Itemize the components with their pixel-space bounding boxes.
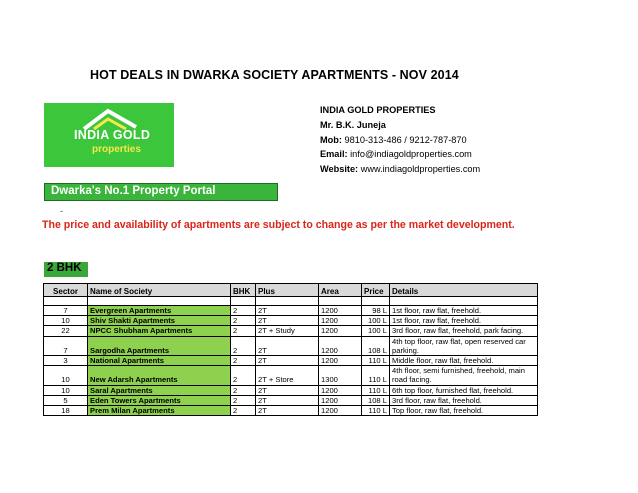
header-area: Area [319, 284, 362, 297]
stray-dash: - [60, 206, 63, 216]
table-header-row [44, 284, 538, 297]
header-society: Name of Society [88, 284, 231, 297]
cell-society: Sargodha Apartments [88, 336, 231, 355]
table-row [44, 306, 538, 316]
table-row [44, 385, 538, 395]
cell-bhk: 2 [231, 326, 256, 336]
cell-area: 1300 [319, 366, 362, 385]
header-details: Details [390, 284, 538, 297]
portal-banner [44, 183, 278, 201]
cell-bhk: 2 [231, 406, 256, 416]
cell-plus: 2T [256, 356, 319, 366]
cell-details: 4th floor, semi furnished, freehold, main road facing. [390, 366, 538, 385]
table-row [44, 316, 538, 326]
table-row [44, 336, 538, 355]
website-url: www.indiagoldproperties.com [360, 164, 481, 175]
cell-plus: 2T [256, 395, 319, 405]
cell-price: 110 L [362, 356, 390, 366]
cell-sector: 18 [44, 406, 88, 416]
cell-society: NPCC Shubham Apartments [88, 326, 231, 336]
header-sector: Sector [44, 284, 88, 297]
cell-price: 108 L [362, 395, 390, 405]
cell-sector: 7 [44, 306, 88, 316]
table-row [44, 356, 538, 366]
email-label: Email: [320, 149, 348, 160]
cell-sector: 10 [44, 316, 88, 326]
table-row [44, 366, 538, 385]
mob-number: 9810-313-486 / 9212-787-870 [344, 134, 467, 145]
cell-plus: 2T + Store [256, 366, 319, 385]
cell-area: 1200 [319, 385, 362, 395]
cell-details: Top floor, raw flat, freehold. [390, 406, 538, 416]
cell-details: 6th top floor, furnished flat, freehold. [390, 385, 538, 395]
cell-plus: 2T [256, 406, 319, 416]
cell-details: 3rd floor, raw flat, freehold, park facing. [390, 326, 538, 336]
cell-area: 1200 [319, 356, 362, 366]
cell-details: 1st floor, raw flat, freehold. [390, 316, 538, 326]
cell-society: Prem Milan Apartments [88, 406, 231, 416]
table-row [44, 326, 538, 336]
header-price: Price [362, 284, 390, 297]
cell-price: 110 L [362, 406, 390, 416]
cell-sector: 10 [44, 366, 88, 385]
cell-society: Eden Towers Apartments [88, 395, 231, 405]
cell-sector: 10 [44, 385, 88, 395]
contact-person: Mr. B.K. Juneja [320, 119, 386, 130]
portal-banner-text: Dwarka's No.1 Property Portal [51, 185, 216, 197]
cell-plus: 2T [256, 336, 319, 355]
cell-area: 1200 [319, 336, 362, 355]
cell-price: 100 L [362, 326, 390, 336]
cell-area: 1200 [319, 395, 362, 405]
cell-bhk: 2 [231, 306, 256, 316]
cell-bhk: 2 [231, 395, 256, 405]
cell-bhk: 2 [231, 316, 256, 326]
header-plus: Plus [256, 284, 319, 297]
cell-area: 1200 [319, 316, 362, 326]
company-name: INDIA GOLD PROPERTIES [320, 105, 436, 115]
cell-price: 100 L [362, 316, 390, 326]
price-notice: The price and availability of apartments are subject to change as per the market development. [42, 219, 515, 231]
cell-details: 3rd floor, raw flat, freehold. [390, 395, 538, 405]
table-row [44, 406, 538, 416]
cell-bhk: 2 [231, 366, 256, 385]
cell-area: 1200 [319, 406, 362, 416]
cell-price: 110 L [362, 366, 390, 385]
logo-line1: INDIA GOLD [74, 128, 151, 142]
cell-society: National Apartments [88, 356, 231, 366]
cell-area: 1200 [319, 326, 362, 336]
section-label-text: 2 BHK [47, 262, 82, 274]
cell-sector: 3 [44, 356, 88, 366]
cell-plus: 2T [256, 385, 319, 395]
deals-table [43, 283, 538, 416]
contact-block [320, 103, 480, 177]
section-label [44, 262, 88, 277]
cell-society: Saral Apartments [88, 385, 231, 395]
cell-society: Shiv Shakti Apartments [88, 316, 231, 326]
cell-plus: 2T [256, 316, 319, 326]
cell-society: New Adarsh Apartments [88, 366, 231, 385]
cell-details: 4th top floor, raw flat, open reserved car parking. [390, 336, 538, 355]
logo-line2: properties [92, 144, 141, 155]
cell-price: 108 L [362, 336, 390, 355]
cell-details: 1st floor, raw flat, freehold. [390, 306, 538, 316]
cell-society: Evergreen Apartments [88, 306, 231, 316]
email-address: info@indiagoldproperties.com [350, 149, 472, 160]
cell-plus: 2T + Study [256, 326, 319, 336]
header-bhk: BHK [231, 284, 256, 297]
india-gold-logo [44, 103, 174, 167]
website-label: Website: [320, 164, 359, 175]
cell-bhk: 2 [231, 385, 256, 395]
table-row [44, 395, 538, 405]
cell-sector: 22 [44, 326, 88, 336]
cell-bhk: 2 [231, 336, 256, 355]
cell-sector: 5 [44, 395, 88, 405]
document-title: HOT DEALS IN DWARKA SOCIETY APARTMENTS - NOV 2014 [90, 68, 459, 82]
mob-label: Mob: [320, 134, 342, 145]
cell-price: 110 L [362, 385, 390, 395]
cell-sector: 7 [44, 336, 88, 355]
cell-area: 1200 [319, 306, 362, 316]
cell-bhk: 2 [231, 356, 256, 366]
cell-plus: 2T [256, 306, 319, 316]
cell-price: 98 L [362, 306, 390, 316]
table-spacer-row [44, 297, 538, 306]
cell-details: Middle floor, raw flat, freehold. [390, 356, 538, 366]
